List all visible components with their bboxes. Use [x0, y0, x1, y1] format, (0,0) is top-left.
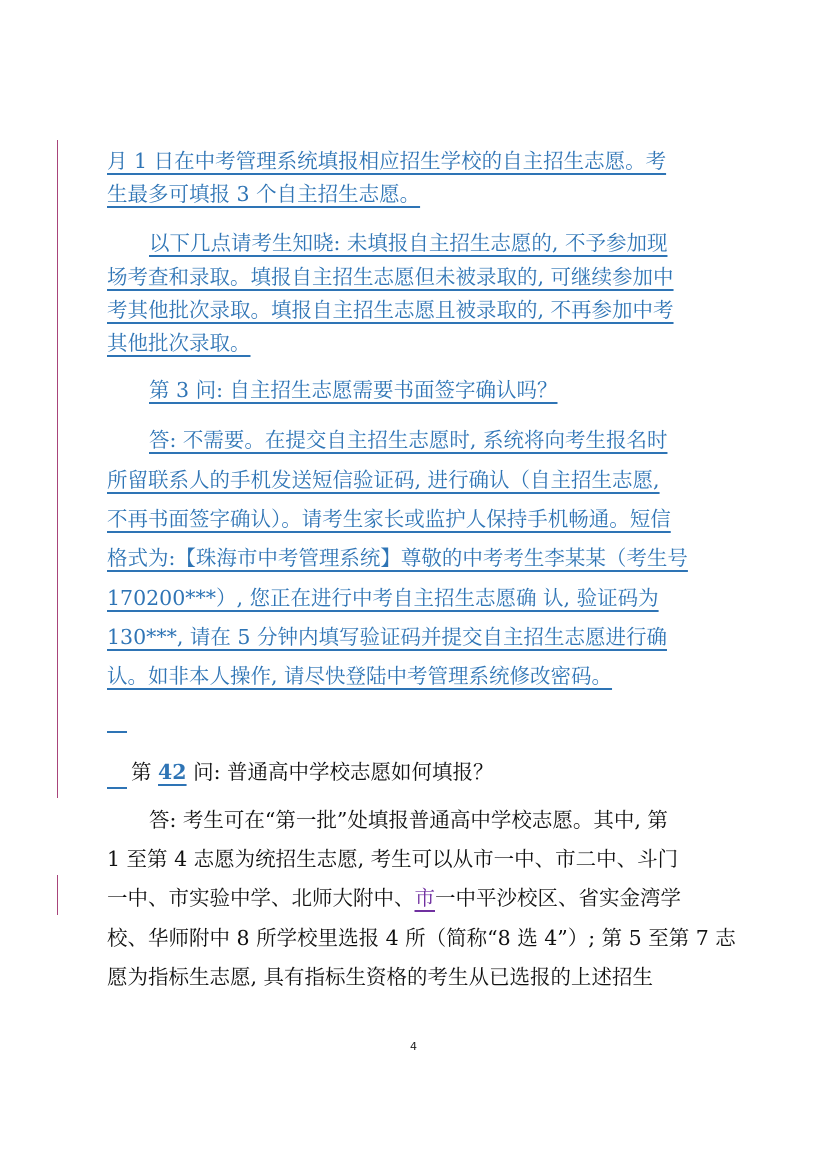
q4-prefix: 第 — [131, 760, 159, 784]
text-line: 所留联系人的手机发送短信验证码, 进行确认（自主招生志愿, — [107, 468, 660, 492]
text-fragment: 一中平沙校区、省实金湾学 — [435, 886, 681, 910]
revision-bar-lower — [57, 875, 58, 915]
text-line: 1 至第 4 志愿为统招生志愿, 考生可以从市一中、市二中、斗门 — [107, 847, 679, 871]
text-line: 愿为指标生志愿, 具有指标生资格的考生从已选报的上述招生 — [107, 965, 654, 989]
text-line: 认。如非本人操作, 请尽快登陆中考管理系统修改密码。 — [107, 664, 613, 688]
text-line: 130***, 请在 5 分钟内填写验证码并提交自主招生志愿进行确 — [107, 625, 667, 649]
text-line: 答: 考生可在“第一批”处填报普通高中学校志愿。其中, 第 — [149, 808, 668, 832]
text-line: 场考查和录取。填报自主招生志愿但未被录取的, 可继续参加中 — [107, 265, 674, 289]
text-line: 校、华师附中 8 所学校里选报 4 所（简称“8 选 4”）; 第 5 至第 7 志 — [107, 926, 736, 950]
text-line: 月 1 日在中考管理系统填报相应招生学校的自主招生志愿。考 — [107, 149, 667, 173]
question-3-heading: 第 3 问: 自主招生志愿需要书面签字确认吗？ — [149, 378, 558, 402]
page-number: 4 — [410, 1040, 417, 1053]
revision-bar — [57, 140, 58, 798]
text-line — [107, 882, 717, 914]
question-4-heading — [107, 756, 717, 788]
text-line: 以下几点请考生知晓: 未填报自主招生志愿的, 不予参加现 — [149, 231, 668, 255]
inserted-mark — [107, 787, 127, 789]
inserted-mark — [107, 731, 127, 733]
text-line: 考其他批次录取。填报自主招生志愿且被录取的, 不再参加中考 — [107, 298, 674, 322]
q4-rest: 问: 普通高中学校志愿如何填报？ — [186, 760, 494, 784]
text-line: 170200***）, 您正在进行中考自主招生志愿确 认, 验证码为 — [107, 586, 659, 610]
text-line: 其他批次录取。 — [107, 331, 251, 355]
revision-mark: 市 — [414, 886, 435, 910]
q4-number: 42 — [158, 760, 187, 784]
text-line: 答: 不需要。在提交自主招生志愿时, 系统将向考生报名时 — [149, 428, 668, 452]
text-line: 格式为:【珠海市中考管理系统】尊敬的中考考生李某某（考生号 — [107, 546, 688, 570]
text-line: 生最多可填报 3 个自主招生志愿。 — [107, 182, 421, 206]
text-fragment: 一中、市实验中学、北师大附中、 — [107, 886, 415, 910]
text-line: 不再书面签字确认）。请考生家长或监护人保持手机畅通。短信 — [107, 507, 671, 531]
